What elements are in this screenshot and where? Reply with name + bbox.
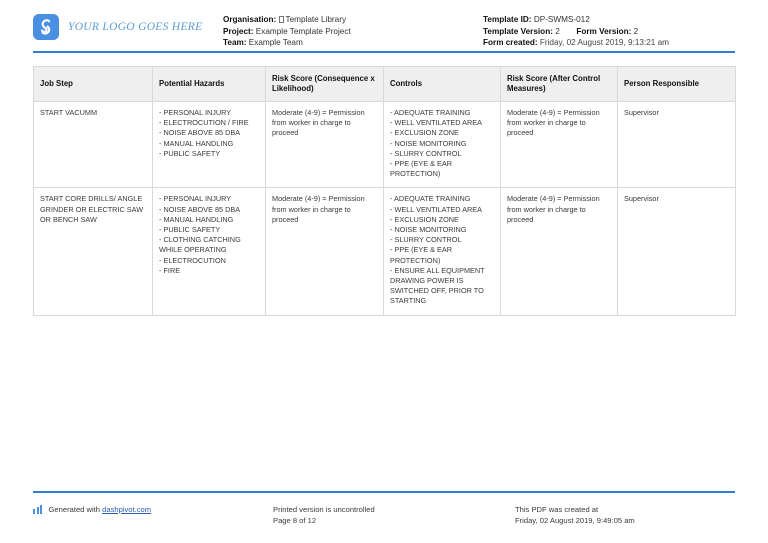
page-header [0, 0, 768, 46]
footer-row [0, 493, 768, 526]
list-item: - PERSONAL INJURY [159, 194, 232, 204]
meta-form-version-label: Form Version: [576, 26, 632, 36]
cell-person-responsible: Supervisor [618, 188, 736, 315]
table-header [34, 67, 736, 102]
list-item: - MANUAL HANDLING [159, 138, 234, 148]
meta-organisation-label: Organisation: [223, 15, 277, 24]
meta-project-value: Example Template Project [255, 26, 351, 36]
footer-generated-prefix: Generated with [48, 504, 100, 514]
column-header-risk-score-after: Risk Score (After Control Measures) [501, 67, 618, 102]
list-item: - NOISE MONITORING [390, 225, 467, 235]
cell-person-responsible: Supervisor [618, 102, 736, 188]
meta-template-version-label: Template Version: [483, 26, 553, 36]
list-item: - ADEQUATE TRAINING [390, 194, 471, 204]
cell-risk-score: Moderate (4-9) = Permission from worker in charge to proceed [266, 188, 384, 315]
meta-form-created [483, 37, 735, 49]
list-item: - SLURRY CONTROL [390, 148, 462, 158]
hazard-list [159, 194, 259, 276]
controls-list [390, 108, 494, 179]
list-item: - PERSONAL INJURY [159, 108, 232, 117]
header-meta-left [223, 12, 483, 49]
list-item: - EXCLUSION ZONE [390, 128, 459, 138]
meta-template-id [483, 14, 735, 26]
column-header-potential-hazards: Potential Hazards [153, 67, 266, 102]
cell-controls [384, 102, 501, 188]
footer-pdf-created-label: This PDF was created at [515, 504, 599, 514]
list-item: - FIRE [159, 265, 181, 275]
column-header-person-responsible: Person Responsible [618, 67, 736, 102]
missing-glyph-icon [279, 16, 284, 23]
footer-pdf-block [515, 504, 735, 526]
meta-project [223, 26, 483, 38]
page-footer [0, 491, 768, 543]
swms-table-wrap [33, 66, 735, 316]
column-header-controls: Controls [384, 67, 501, 102]
list-item: - PPE (EYE & EAR PROTECTION) [390, 245, 453, 265]
hazard-list [159, 108, 259, 159]
list-item: - MANUAL HANDLING [159, 214, 234, 224]
list-item: - NOISE ABOVE 85 DBA [159, 204, 241, 214]
meta-form-version-value: 2 [633, 26, 639, 36]
cell-risk-score-after: Moderate (4-9) = Permission from worker in charge to proceed [501, 188, 618, 315]
meta-template-id-value: DP-SWMS-012 [533, 15, 590, 24]
dashpivot-link[interactable]: dashpivot.com [102, 504, 152, 514]
cell-job-step: START VACUMM [34, 102, 153, 188]
list-item: - PPE (EYE & EAR PROTECTION) [390, 159, 453, 179]
bar-chart-icon [33, 505, 44, 514]
header-meta-right [483, 12, 735, 49]
list-item: - SLURRY CONTROL [390, 235, 462, 245]
list-item: - NOISE ABOVE 85 DBA [159, 128, 241, 138]
controls-list [390, 194, 494, 306]
footer-pdf-created-value: Friday, 02 August 2019, 9:49:05 am [515, 515, 635, 525]
list-item: - CLOTHING CATCHING WHILE OPERATING [159, 235, 241, 255]
list-item: - PUBLIC SAFETY [159, 225, 221, 235]
meta-team-label: Team: [223, 38, 247, 48]
table-row [34, 188, 736, 315]
meta-versions [483, 26, 735, 38]
list-item: - WELL VENTILATED AREA [390, 118, 483, 128]
meta-team-value: Example Team [248, 38, 303, 48]
list-item: - ENSURE ALL EQUIPMENT DRAWING POWER IS SWITCHED OFF, PRIOR TO STARTING [390, 265, 485, 306]
table-header-row [34, 67, 736, 102]
cell-potential-hazards [153, 188, 266, 315]
cell-potential-hazards [153, 102, 266, 188]
meta-form-created-label: Form created: [483, 38, 538, 48]
meta-organisation-value: Template Library [285, 15, 347, 24]
table-row [34, 102, 736, 188]
meta-template-id-label: Template ID: [483, 15, 532, 24]
column-header-job-step: Job Step [34, 67, 153, 102]
cell-risk-score: Moderate (4-9) = Permission from worker in charge to proceed [266, 102, 384, 188]
list-item: - NOISE MONITORING [390, 138, 467, 148]
meta-template-version-value: 2 [555, 26, 560, 36]
meta-organisation [223, 14, 483, 26]
footer-printed-note: Printed version is uncontrolled [273, 504, 375, 514]
cell-job-step: START CORE DRILLS/ ANGLE GRINDER OR ELECTRIC SAW OR BENCH SAW [34, 188, 153, 315]
header-divider [33, 51, 735, 53]
meta-team [223, 37, 483, 49]
dashpivot-logo-icon [33, 14, 59, 40]
list-item: - ADEQUATE TRAINING [390, 108, 471, 117]
footer-generated-block [33, 504, 273, 526]
table-body [34, 102, 736, 316]
swms-table [33, 66, 736, 316]
column-header-risk-score: Risk Score (Consequence x Likelihood) [266, 67, 384, 102]
meta-project-label: Project: [223, 26, 254, 36]
logo-placeholder-text: YOUR LOGO GOES HERE [68, 21, 203, 33]
footer-print-block [273, 504, 515, 526]
footer-generated-text [49, 504, 152, 515]
cell-controls [384, 188, 501, 315]
list-item: - PUBLIC SAFETY [159, 148, 221, 158]
list-item: - WELL VENTILATED AREA [390, 204, 483, 214]
meta-form-created-value: Friday, 02 August 2019, 9:13:21 am [539, 38, 670, 48]
list-item: - ELECTROCUTION / FIRE [159, 118, 249, 128]
list-item: - EXCLUSION ZONE [390, 214, 459, 224]
cell-risk-score-after: Moderate (4-9) = Permission from worker in charge to proceed [501, 102, 618, 188]
footer-page-number: Page 8 of 12 [273, 515, 317, 525]
logo-block [33, 12, 223, 40]
list-item: - ELECTROCUTION [159, 255, 226, 265]
